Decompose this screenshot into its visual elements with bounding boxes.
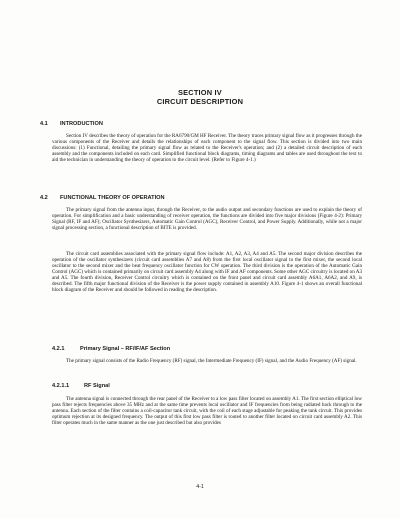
section-title: CIRCUIT DESCRIPTION [156,97,244,106]
paragraph-primary-signal [52,358,362,364]
heading-primary-signal [52,346,170,352]
paragraph-introduction [52,133,362,163]
page-number: 4-1 [196,484,204,490]
heading-introduction [40,121,103,127]
heading-number: 4.2.1 [52,346,65,352]
heading-rf-signal [52,383,110,389]
heading-title: INTRODUCTION [60,121,103,127]
paragraph-text: The primary signal from the antenna input, through the Receiver, to the audio output and secondary functions are used to explain the theory of operation. For simplification and a basic understanding of receiver operation, the functions are divided into five major divisions (Figure 4-2): Primary Signal (RF, IF and AF); Oscillator Synthesizers, Automatic Gain Control (AGC), Receiver Control, and Power Supply. Additionally, while not a major signal processing section, a functional description of BITE is provided. [52,207,362,232]
paragraph-text: The circuit card assemblies associated with the primary signal flow include: A1, A2, A3, A4 and A5. The second major division describes the operation of the oscillator synthesizers (circuit card assemblies A7 and A8) from the first local oscillator signal to the first mixer, the second local oscillator to the second mixer and the beat frequency oscillator function for CW operation. The third division is the operation of the Automatic Gain Control (AGC) which is contained primarily on circuit card assembly A4 along with IF and AF components. Some other AGC circuitry is located on A3 and A5. The fourth division, Receiver Control circuitry which is contained on the front panel and circuit card assembly A6A1, A6A2, and A9, is described. The fifth major functional division of the Receiver is the power supply contained in assembly A10. Figure 4-1 shows an overall functional block diagram of the Receiver and should be followed in reading the description. [52,251,362,294]
paragraph-text: Section IV describes the theory of operation for the RA6790/GM HF Receiver. The theory traces primary signal flow as it progresses through the various components of the Receiver and details the relationships of each component to the signal flow. This section is divided into two main discussions: (1) Functional, detailing the primary signal flow as related to the Receiver's operation; and (2) a detailed circuit description of each assembly and the components included on each card. Simplified functional block diagrams, timing diagrams and tables are used throughout the text to aid the technician in understanding the theory of operation to the circuit level. (Refer to Figure 4-1.) [52,133,362,164]
paragraph-functional-2 [52,251,362,293]
heading-number: 4.2 [40,195,48,201]
paragraph-text: The antenna signal is connected through the rear panel of the Receiver to a low pass filter located on assembly A1. The first section elliptical low pass filter rejects frequencies above 35 MHz and at the same time prevents local oscillator and IF frequencies from being radiated back through to the antenna. Each section of the filter contains a coil-capacitor tank circuit, with the coil of each stage adjustable for peaking the tank circuit. This provides optimum rejection at its designed frequency. The output of this first low pass filter is routed to another filter located on circuit card assembly A2. This filter operates much in the same manner as the one just described but also provides [52,396,362,427]
section-number: SECTION IV [178,88,222,97]
paragraph-text: The primary signal consists of the Radio Frequency (RF) signal, the Intermediate Frequency (IF) signal, and the Audio Frequency (AF) signal. [66,358,357,364]
heading-title: RF Signal [84,383,110,389]
heading-title: FUNCTIONAL THEORY OF OPERATION [60,195,165,201]
heading-number: 4.2.1.1 [52,383,70,389]
paragraph-rf-signal [52,396,362,426]
paragraph-functional-1 [52,207,362,231]
heading-title: Primary Signal – RF/IF/AF Section [80,346,171,352]
heading-number: 4.1 [40,121,48,127]
heading-functional-theory [40,195,165,201]
